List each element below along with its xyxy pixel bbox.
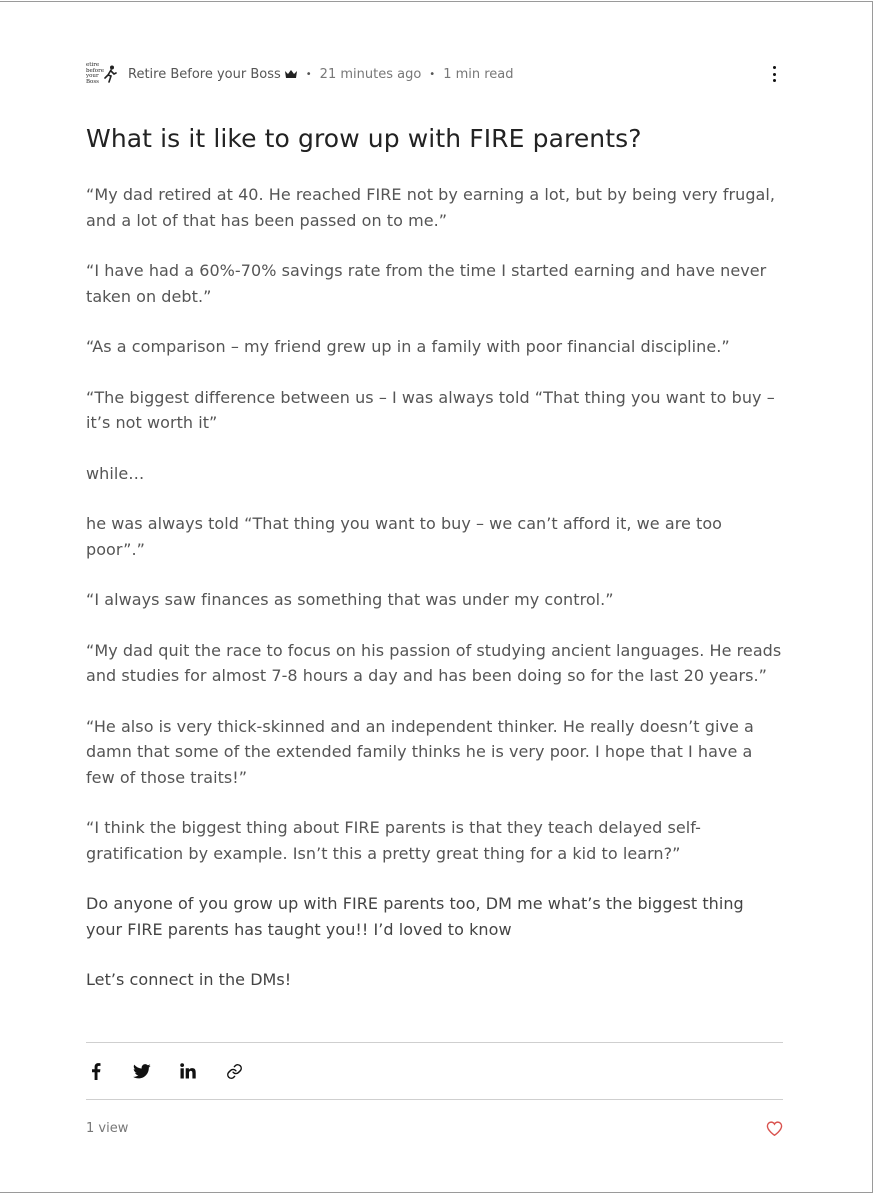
- post-paragraph: “I have had a 60%-70% savings rate from the time I started earning and have never taken on debt.”: [86, 261, 767, 306]
- post-time: 21 minutes ago: [319, 66, 422, 82]
- author-name[interactable]: Retire Before your Boss: [128, 66, 281, 82]
- heart-icon[interactable]: [765, 1119, 783, 1137]
- view-count: 1 view: [86, 1120, 129, 1136]
- more-options-icon[interactable]: [771, 66, 777, 82]
- read-time: 1 min read: [443, 66, 514, 82]
- meta-separator: •: [429, 68, 436, 80]
- post-paragraph: “My dad quit the race to focus on his passion of studying ancient languages. He reads and studies for almost 7-8 hours a day and has been doing so for the last 20 years.”: [86, 640, 782, 685]
- facebook-icon[interactable]: [86, 1061, 106, 1081]
- link-icon[interactable]: [224, 1061, 244, 1081]
- avatar-logo-text: etire before your Boss: [86, 62, 105, 85]
- crown-icon: [284, 69, 298, 79]
- post-paragraph: “The biggest difference between us – I was always told “That thing you want to buy – it’s not worth it”: [86, 387, 775, 432]
- meta-separator: •: [305, 68, 312, 80]
- author-avatar[interactable]: [86, 62, 117, 86]
- twitter-icon[interactable]: [132, 1061, 152, 1081]
- post-paragraph: Let’s connect in the DMs!: [86, 970, 292, 989]
- post-paragraph: “As a comparison – my friend grew up in a family with poor financial discipline.”: [86, 337, 730, 356]
- post-paragraph: “My dad retired at 40. He reached FIRE not by earning a lot, but by being very frugal, and a lot of that has been passed on to me.”: [86, 185, 776, 230]
- post-paragraph: “I think the biggest thing about FIRE parents is that they teach delayed self-gratification by example. Isn’t this a pretty great thing for a kid to learn?”: [86, 818, 701, 863]
- post-meta: [86, 62, 783, 86]
- post-title: What is it like to grow up with FIRE parents?: [86, 124, 642, 153]
- more-dot: [773, 73, 776, 76]
- post-paragraph: “He also is very thick-skinned and an independent thinker. He really doesn’t give a damn that some of the extended family thinks he is very poor. I hope that I have a few of those traits!”: [86, 716, 754, 787]
- more-dot: [773, 66, 776, 69]
- runner-icon: [103, 65, 117, 83]
- post-paragraph: he was always told “That thing you want to buy – we can’t afford it, we are too poor”.”: [86, 514, 723, 559]
- post-paragraph: while…: [86, 463, 145, 483]
- post-paragraph: Do anyone of you grow up with FIRE parents too, DM me what’s the biggest thing your FIRE parents has taught you!! I’d loved to know: [86, 894, 744, 939]
- post-body: [86, 182, 783, 1018]
- post-footer: [86, 1117, 783, 1139]
- more-dot: [773, 79, 776, 82]
- linkedin-icon[interactable]: [178, 1061, 198, 1081]
- post-paragraph: “I always saw finances as something that was under my control.”: [86, 590, 614, 609]
- share-bar: [86, 1042, 783, 1100]
